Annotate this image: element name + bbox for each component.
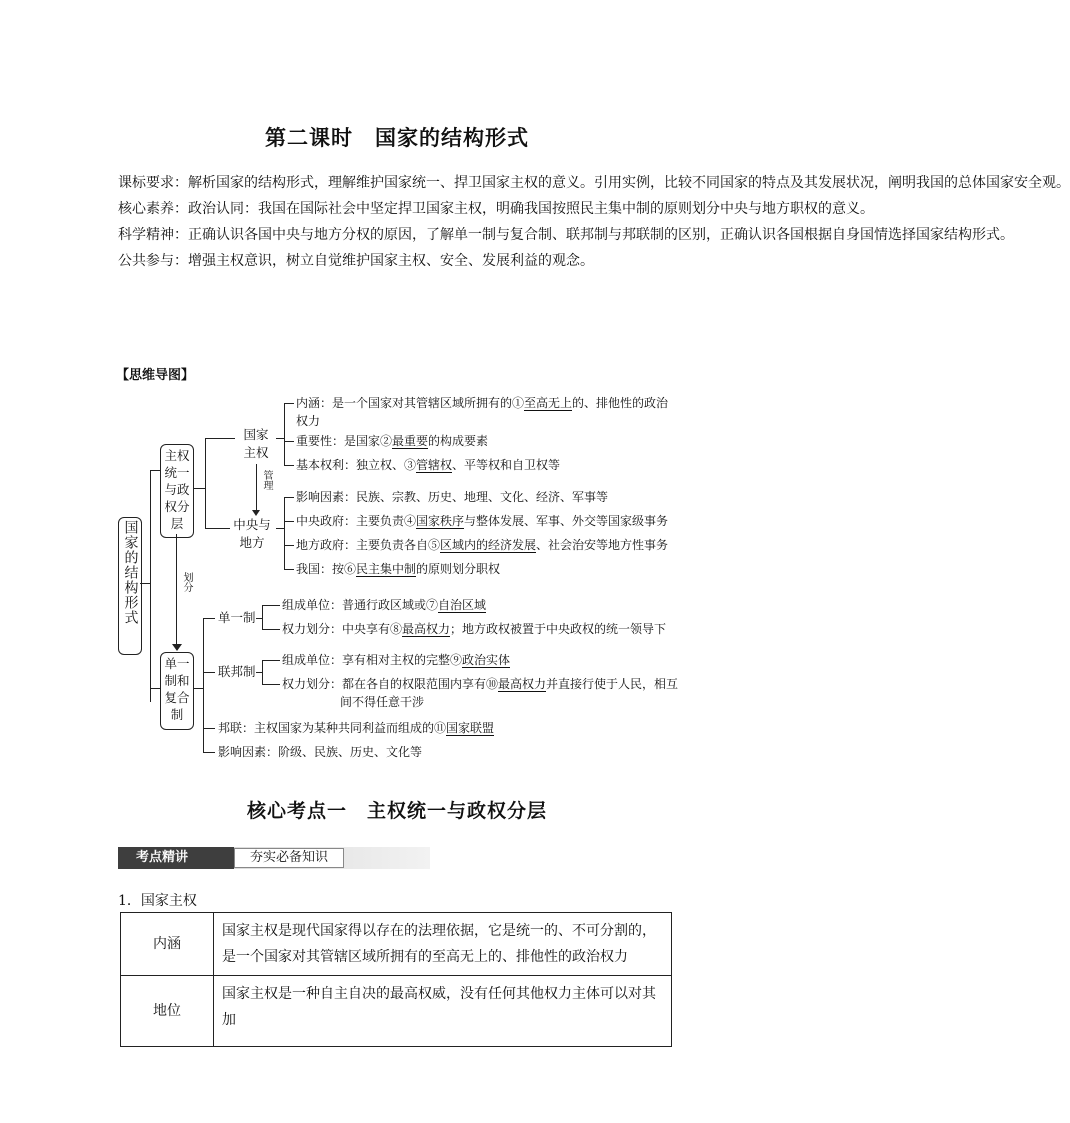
node-central-local: 中央与地方 <box>233 517 271 550</box>
page-title: 第二课时 国家的结构形式 <box>265 125 529 150</box>
subsection-title: 1．国家主权 <box>118 893 197 909</box>
cl-local: 地方政府：主要负责各自⑤区域内的经济发展、社会治安等地方性事务 <box>296 538 669 552</box>
intro-standard <box>118 170 1070 196</box>
knowledge-table <box>120 912 672 1047</box>
arrow-down-icon <box>172 644 182 651</box>
table-key: 内涵 <box>121 913 214 976</box>
node-unitary: 单一制 <box>218 610 256 625</box>
intro-label: 核心素养： <box>118 201 188 217</box>
table-row <box>121 913 672 976</box>
link-label: 划分 <box>181 572 192 592</box>
unitary-units: 组成单位：普通行政区域或⑦自治区域 <box>282 598 487 612</box>
intro-text: 解析国家的结构形式，理解维护国家统一、捍卫国家主权的意义。引用实例，比较不同国家的特点及其发展状况，阐明我国的总体国家安全观。 <box>188 175 1070 191</box>
banner <box>118 847 430 869</box>
section-title: 核心考点一 主权统一与政权分层 <box>246 800 547 822</box>
federal-units: 组成单位：享有相对主权的完整⑨政治实体 <box>282 653 511 667</box>
intro-literacy <box>118 196 874 222</box>
intro-label: 课标要求： <box>118 175 188 191</box>
sov-meaning: 内涵：是一个国家对其管辖区域所拥有的①至高无上的、排他性的政治 <box>296 396 669 410</box>
federal-power: 权力划分：都在各自的权限范围内享有⑩最高权力并直接行使于人民，相互 <box>282 677 679 691</box>
intro-text: 科学精神：正确认识各国中央与地方分权的原因，了解单一制与复合制、联邦制与邦联制的区别，正确认识各国根据自身国情选择国家结构形式。 <box>118 227 1014 243</box>
cl-factors: 影响因素：民族、宗教、历史、地理、文化、经济、军事等 <box>296 490 609 504</box>
mindmap-root: 国家的结构形式 <box>118 517 142 655</box>
table-key: 地位 <box>121 976 214 1047</box>
mindmap-branch-sovereignty: 主权统一与政权分层 <box>160 444 194 538</box>
federal-power-cont: 间不得任意干涉 <box>340 695 425 709</box>
intro-text: 公共参与：增强主权意识，树立自觉维护国家主权、安全、发展利益的观念。 <box>118 253 594 269</box>
intro-science <box>118 222 1014 248</box>
forms-factors: 影响因素：阶级、民族、历史、文化等 <box>218 745 423 759</box>
intro-text: 政治认同：我国在国际社会中坚定捍卫国家主权，明确我国按照民主集中制的原则划分中央与地方职权的意义。 <box>188 201 874 217</box>
sov-meaning-cont: 权力 <box>296 414 321 428</box>
node-federal: 联邦制 <box>218 664 256 679</box>
mindmap-heading: 【思维导图】 <box>116 368 195 383</box>
intro-participation <box>118 248 678 274</box>
cl-china: 我国：按⑥民主集中制的原则划分职权 <box>296 562 501 576</box>
sov-rights: 基本权利：独立权、③管辖权、平等权和自卫权等 <box>296 458 561 472</box>
unitary-power: 权力划分：中央享有⑧最高权力；地方政权被置于中央政权的统一领导下 <box>282 622 667 636</box>
table-row <box>121 976 672 1047</box>
table-value: 国家主权是现代国家得以存在的法理依据，它是统一的、不可分割的，是一个国家对其管辖区域所拥有的至高无上的、排他性的政治权力 <box>214 913 672 976</box>
manage-label: 管理 <box>261 470 272 490</box>
intro-block <box>118 170 1070 274</box>
arrow-down-icon <box>252 510 260 516</box>
confederation: 邦联：主权国家为某种共同利益而组成的⑪国家联盟 <box>218 721 495 735</box>
sov-importance: 重要性：是国家②最重要的构成要素 <box>296 434 489 448</box>
table-value: 国家主权是一种自主自决的最高权威，没有任何其他权力主体可以对其加 <box>214 976 672 1047</box>
mindmap-branch-forms: 单一制和复合制 <box>160 652 194 730</box>
cl-central: 中央政府：主要负责④国家秩序与整体发展、军事、外交等国家级事务 <box>296 514 669 528</box>
banner-sub: 夯实必备知识 <box>234 848 344 868</box>
node-sovereignty: 国家主权 <box>243 427 269 460</box>
banner-label: 考点精讲 <box>118 847 234 869</box>
